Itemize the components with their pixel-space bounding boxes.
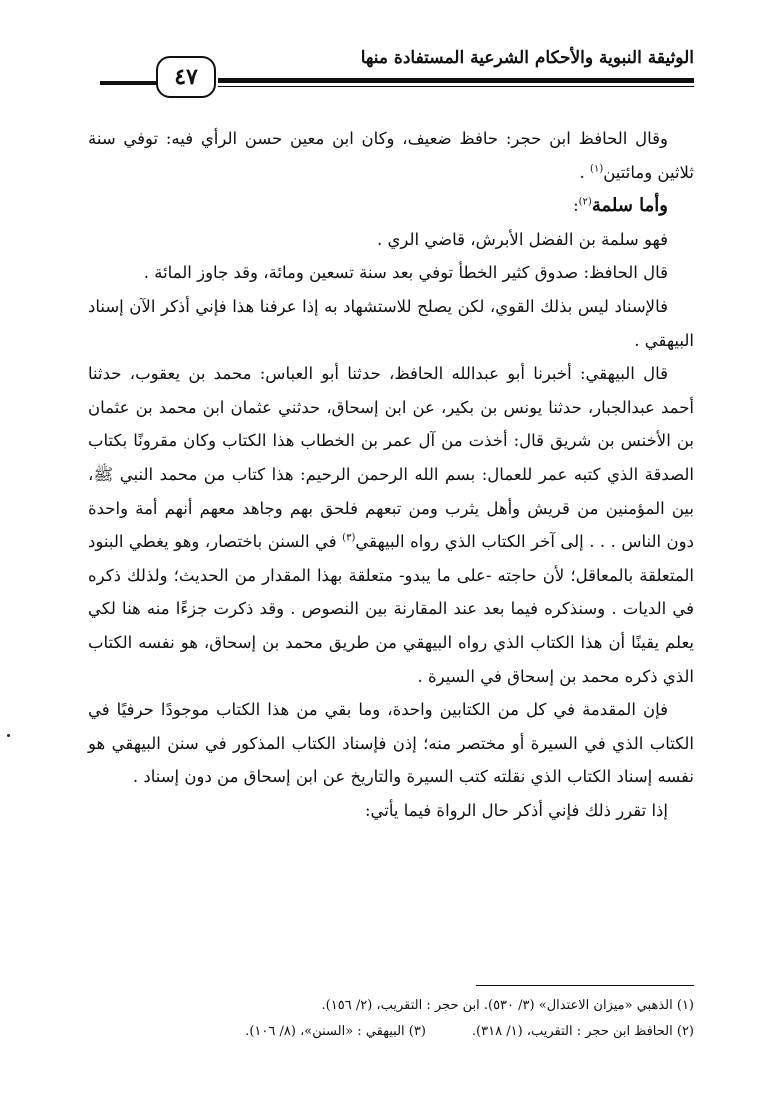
subhead-end: : [573, 196, 579, 216]
paragraph: فهو سلمة بن الفضل الأبرش، قاضي الري . [376, 229, 668, 249]
paragraph: قال الحافظ: صدوق كثير الخطأ توفي بعد سنة تسعين ومائة، وقد جاوز المائة . [143, 263, 668, 283]
footnote: (١) الذهبي «ميزان الاعتدال» (٣/ ٥٣٠). ابن حجر : التقريب، (٢/ ١٥٦). [321, 998, 694, 1013]
footnote-separator [476, 985, 694, 986]
stray-mark [7, 734, 10, 737]
footnote-row [88, 1019, 694, 1045]
footnote: (٢) الحافظ ابن حجر : التقريب، (١/ ٣١٨). [471, 1024, 694, 1039]
subhead-text: وأما سلمة [591, 195, 668, 217]
running-header [100, 48, 694, 98]
footnote-ref: (٣) [342, 532, 356, 544]
paragraph: إذا تقرر ذلك فإني أذكر حال الرواة فيما يأتي: [364, 800, 668, 820]
paragraph-end: . [579, 162, 591, 182]
paragraph: فإن المقدمة في كل من الكتابين واحدة، وما بقي من هذا الكتاب موجودًا حرفيًا في الكتاب الذي في السيرة أو مختصر منه؛ إذن فإسناد الكتاب المذكور في سنن البيهقي هو نفسه إسناد الكتاب الذي نقلته كتب السيرة والتاريخ عن ابن إسحاق من دون إسناد . [88, 700, 694, 787]
section-heading [88, 189, 694, 223]
paragraph [88, 357, 694, 693]
footnote: (٣) البيهقي : «السنن»، (٨/ ١٠٦). [245, 1024, 426, 1039]
main-text [88, 122, 694, 827]
header-rule-left [100, 81, 156, 85]
page-number: ٤٧ [174, 64, 198, 90]
paragraph-text: قال البيهقي: أخبرنا أبو عبدالله الحافظ، حدثنا أبو العباس: محمد بن يعقوب، حدثنا أحمد عبدالجبار، حدثنا يونس بن بكير، عن ابن إسحاق، حدثني عثمان ابن محمد بن عثمان بن الأخنس بن شريق قال: أخذت من آل عمر بن الخطاب هذا الكتاب وكان مقرونًا بكتاب الصدقة الذي كتبه عمر للعمال: بسم الله الرحمن الرحيم: هذا كتاب من محمد النبي ﷺ، بين المؤمنين من قريش وأهل يثرب ومن تبعهم فلحق بهم وجاهد معهم أنهم أمة واحدة دون الناس . . . إلى آخر الكتاب الذي رواه البيهقي [88, 364, 694, 552]
header-rule-thick [218, 78, 694, 83]
footnote-ref: (٢) [578, 196, 592, 208]
header-title: الوثيقة النبوية والأحكام الشرعية المستفادة منها [360, 48, 694, 68]
paragraph: فالإسناد ليس بذلك القوي، لكن يصلح للاستشهاد به إذا عرفنا هذا فإني أذكر الآن إسناد البيهقي . [88, 296, 694, 350]
footnotes [88, 993, 694, 1045]
paragraph-text: وقال الحافظ ابن حجر: حافظ ضعيف، وكان ابن معين حسن الرأي فيه: توفي سنة ثلاثين ومائتين [88, 129, 694, 182]
header-rule-thin [218, 86, 694, 87]
paragraph [88, 122, 694, 189]
footnote-ref: (١) [590, 163, 604, 175]
page-number-box [156, 56, 216, 98]
paragraph-text: في السنن باختصار، وهو يغطي البنود المتعلقة بالمعاقل؛ لأن حاجته -على ما يبدو- متعلقة بهذا المقدار من الحديث؛ ولذلك ذكره في الديات . وسنذكره فيما بعد عند المقارنة بين النصوص . وقد ذكرت جزءًا منه هنا لكي يعلم يقينًا أن هذا الكتاب الذي رواه البيهقي من طريق محمد بن إسحاق، هو نفسه الكتاب الذي ذكره محمد بن إسحاق في السيرة . [88, 532, 694, 686]
